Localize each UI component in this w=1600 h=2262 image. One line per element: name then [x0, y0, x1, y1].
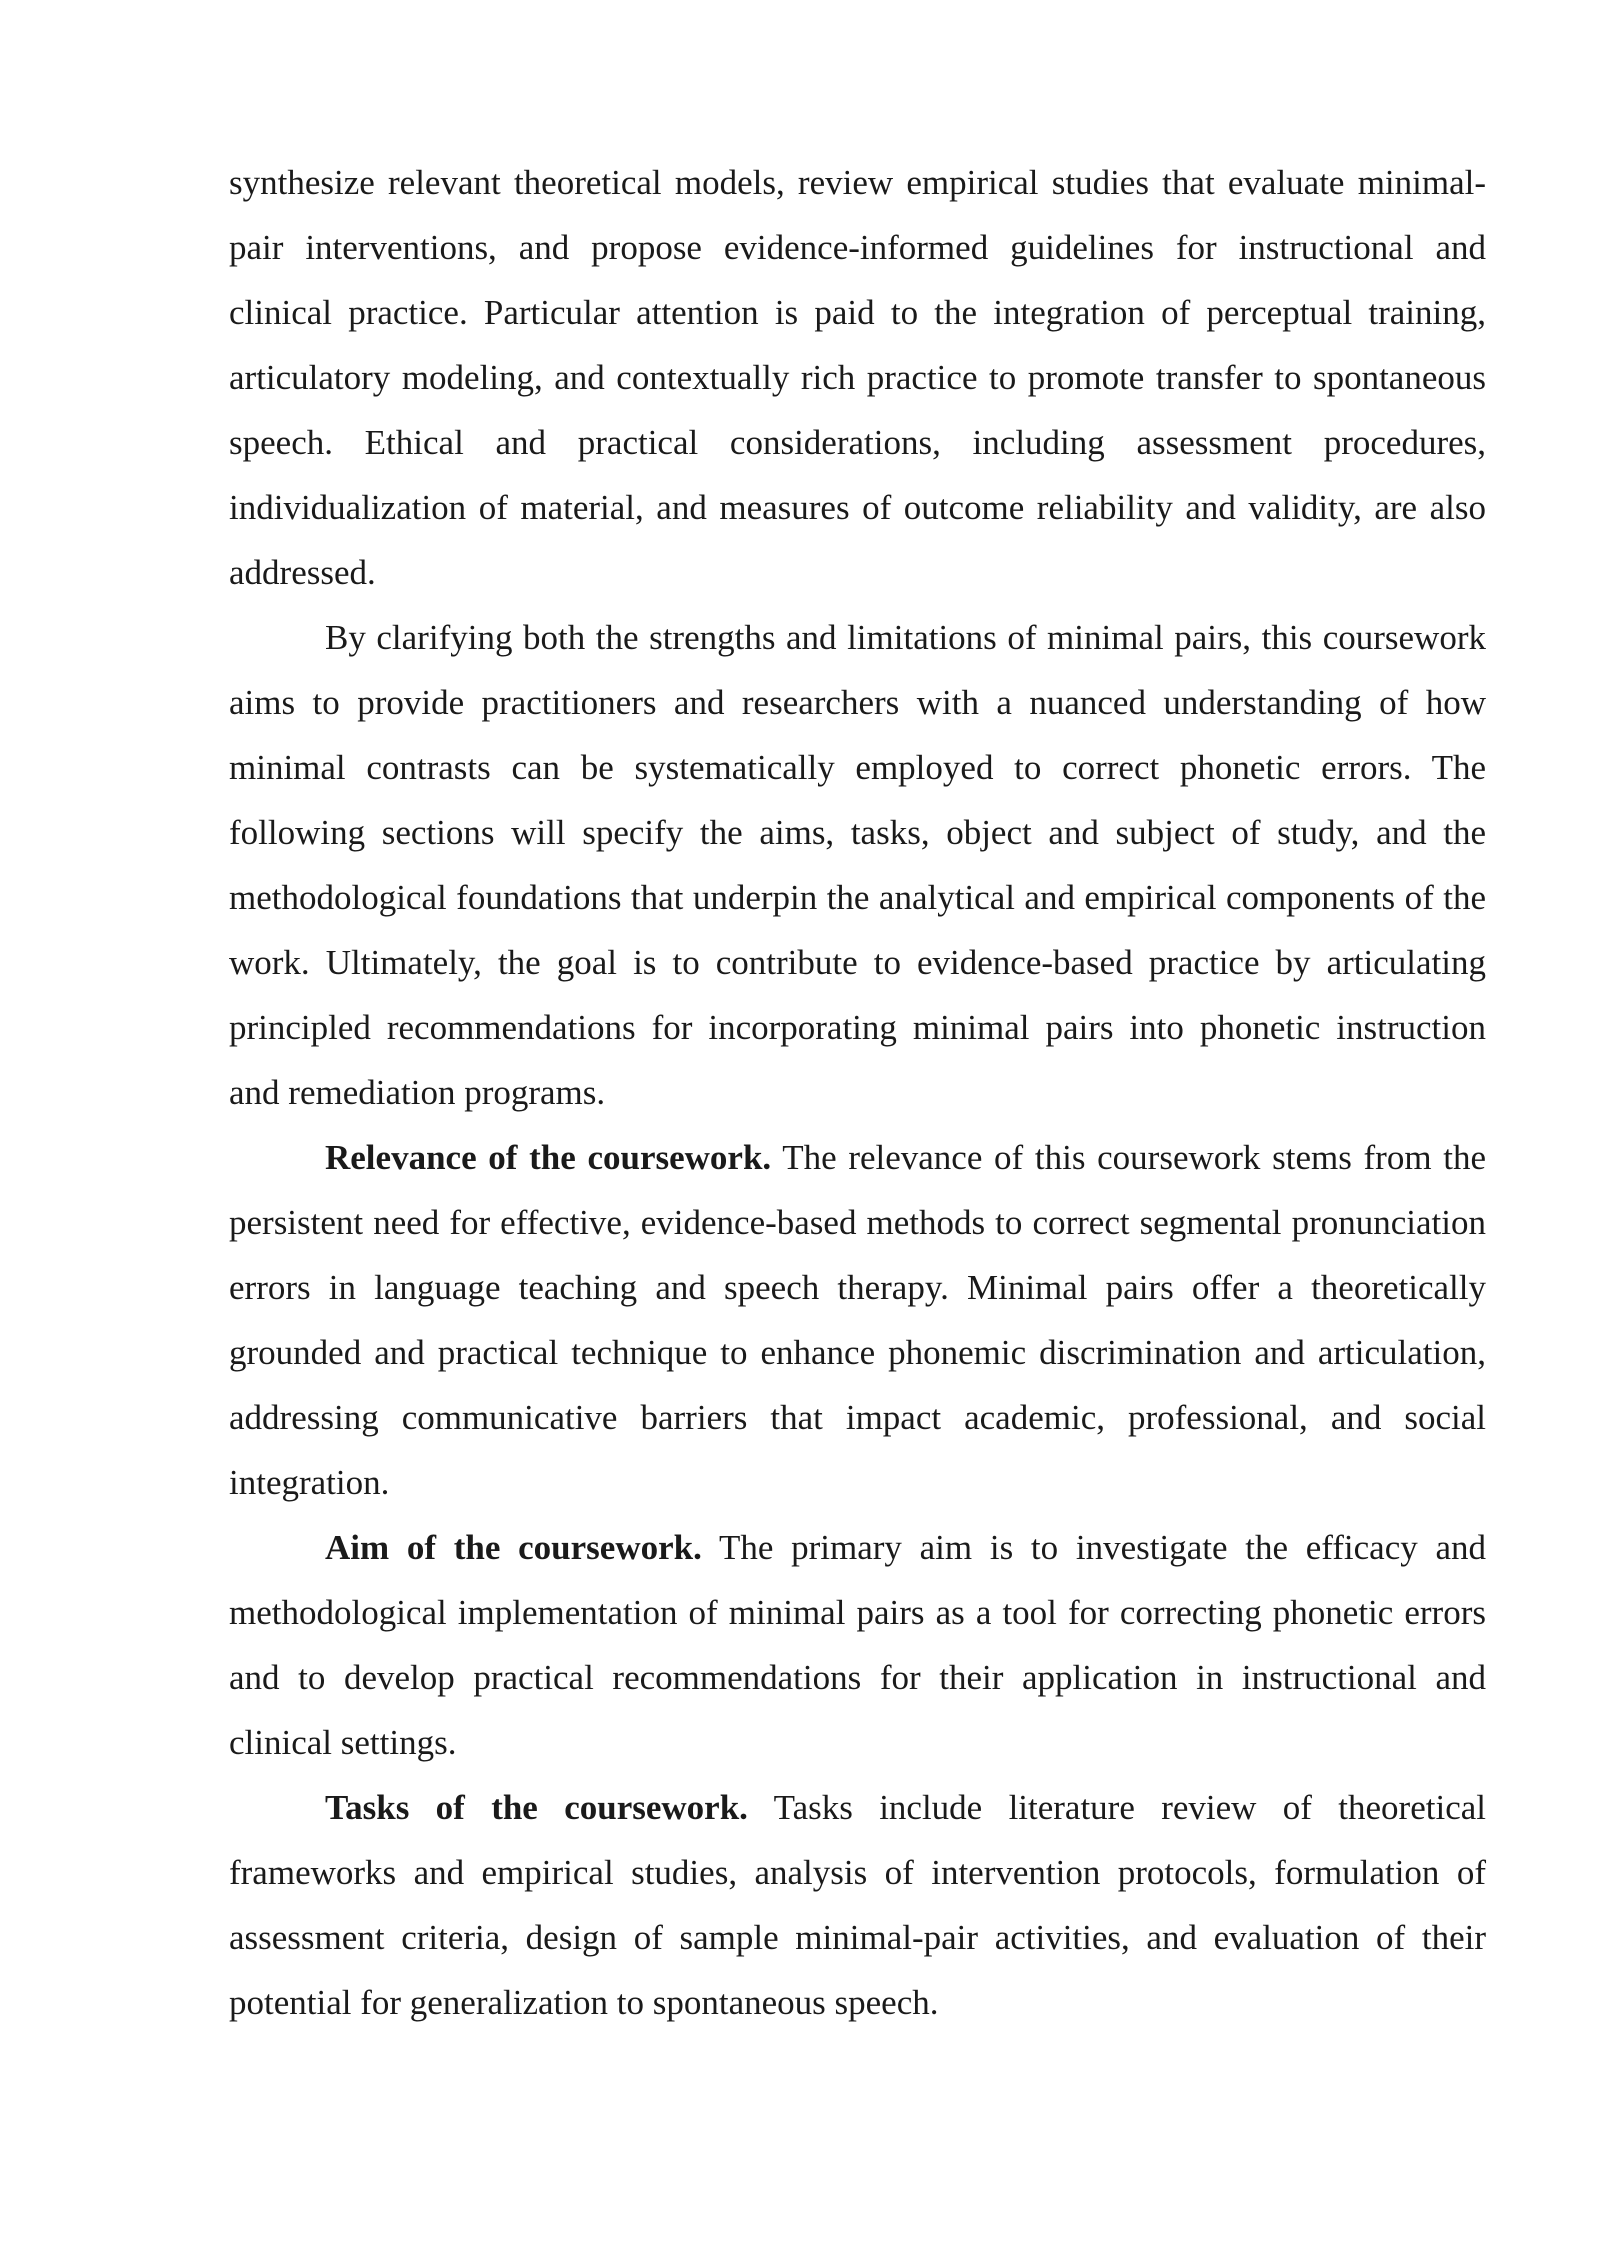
paragraph-aim: [229, 1515, 1486, 1775]
paragraph-heading: Tasks of the coursework.: [325, 1788, 748, 1827]
paragraph-text: synthesize relevant theoretical models, review empirical studies that evaluate minimal-pair interventions, and propose evidence-informed guidelines for instructional and clinical practice. Particular attention is paid to the integration of perceptual training, articulatory modeling, and contextually rich practice to promote transfer to spontaneous speech. Ethical and practical considerations, including assessment procedures, individualization of material, and measures of outcome reliability and validity, are also addressed.: [229, 163, 1486, 592]
paragraph-continuation: [229, 150, 1486, 605]
paragraph-text: By clarifying both the strengths and limitations of minimal pairs, this coursework aims to provide practitioners and researchers with a nuanced understanding of how minimal contrasts can be systematically employed to correct phonetic errors. The following sections will specify the aims, tasks, object and subject of study, and the methodological foundations that underpin the analytical and empirical components of the work. Ultimately, the goal is to contribute to evidence-based practice by articulating principled recommendations for incorporating minimal pairs into phonetic instruction and remediation programs.: [229, 618, 1486, 1112]
paragraph-scope: [229, 605, 1486, 1125]
document-body: [229, 150, 1486, 2035]
paragraph-text: The primary aim is to investigate the efficacy and methodological implementation of minimal pairs as a tool for correcting phonetic errors and to develop practical recommendations for their application in instructional and clinical settings.: [229, 1528, 1487, 1762]
paragraph-heading: Relevance of the coursework.: [325, 1138, 772, 1177]
paragraph-tasks: [229, 1775, 1486, 2035]
paragraph-heading: Aim of the coursework.: [325, 1528, 702, 1567]
paragraph-relevance: [229, 1125, 1486, 1515]
paragraph-text: Tasks include literature review of theoretical frameworks and empirical studies, analysis of intervention protocols, formulation of assessment criteria, design of sample minimal-pair activities, and evaluation of their potential for generalization to spontaneous speech.: [229, 1788, 1486, 2022]
paragraph-text: The relevance of this coursework stems from the persistent need for effective, evidence-based methods to correct segmental pronunciation errors in language teaching and speech therapy. Minimal pairs offer a theoretically grounded and practical technique to enhance phonemic discrimination and articulation, addressing communicative barriers that impact academic, professional, and social integration.: [229, 1138, 1486, 1502]
